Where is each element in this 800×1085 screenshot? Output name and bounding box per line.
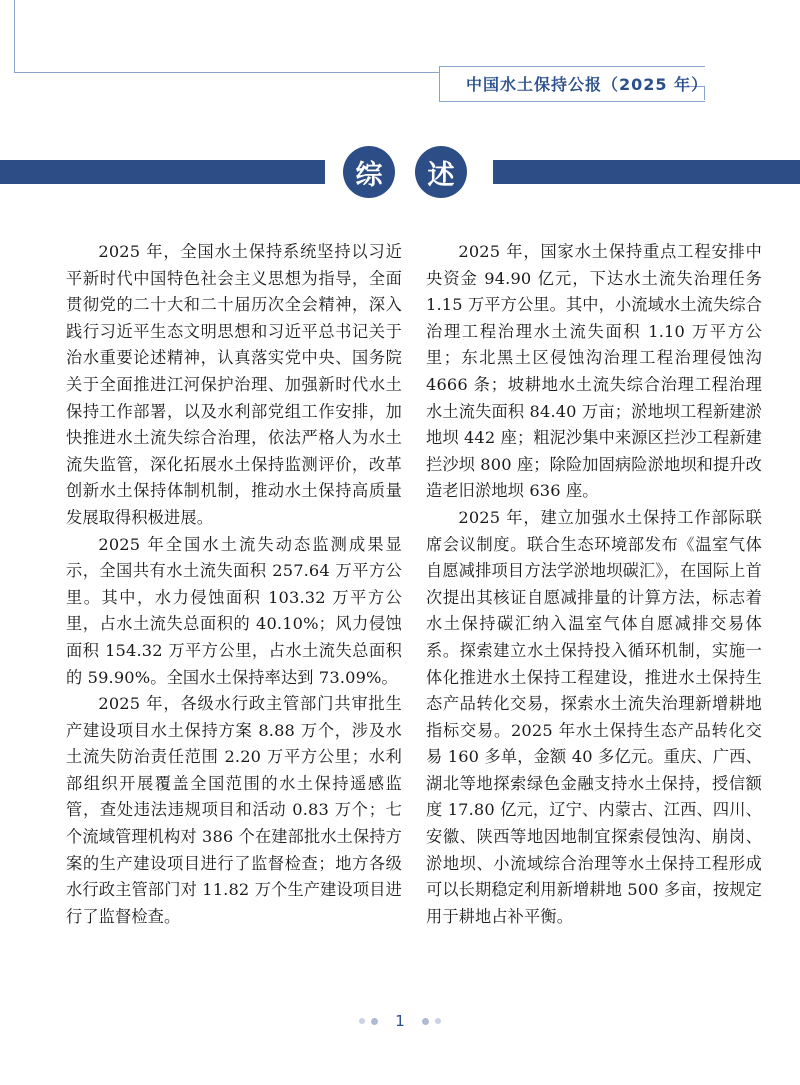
header-rule-vertical bbox=[14, 0, 15, 72]
section-band-right bbox=[493, 160, 800, 184]
paragraph: 2025 年全国水土流失动态监测成果显示，全国共有水土流失面积 257.64 万平方公里。其中，水力侵蚀面积 103.32 万平方公里，占水土流失总面积的 40.10%；风力侵蚀面积 154.32 万平方公里，占水土流失总面积的 59.90%。全国水土保持率达到 73.09%。 bbox=[66, 534, 402, 687]
paragraph: 2025 年，全国水土保持系统坚持以习近平新时代中国特色社会主义思想为指导，全面贯彻党的二十大和二十届历次全会精神，深入践行习近平生态文明思想和习近平总书记关于治水重要论述精神，认真落实党中央、国务院关于全面推进江河保护治理、加强新时代水土保持工作部署，以及水利部党组工作安排，加快推进水土流失综合治理，依法严格人为水土流失监管，深化拓展水土保持监测评价，改革创新水土保持体制机制，推动水土保持高质量发展取得积极进展。 bbox=[66, 242, 402, 527]
paragraph: 2025 年，国家水土保持重点工程安排中央资金 94.90 亿元，下达水土流失治理任务 1.15 万平方公里。其中，小流域水土流失综合治理工程治理水土流失面积 1.10 万平方公里；东北黑土区侵蚀沟治理工程治理侵蚀沟 4666 条；坡耕地水土流失综合治理工程治理水土流失面积 84.40 万亩；淤地坝工程新建淤地坝 442 座；粗泥沙集中来源区拦沙工程新建拦沙坝 800 座；除险加固病险淤地坝和提升改造老旧淤地坝 636 座。 bbox=[426, 242, 763, 501]
left-column bbox=[66, 239, 402, 930]
right-column bbox=[426, 239, 762, 930]
footer-dot-icon bbox=[371, 1018, 378, 1025]
publication-title: 中国水土保持公报（2025 年） bbox=[466, 75, 709, 94]
page-footer bbox=[0, 1012, 800, 1030]
section-title-char-2: 述 bbox=[415, 146, 467, 198]
section-title-char-1: 综 bbox=[343, 146, 395, 198]
footer-dot-icon bbox=[359, 1018, 365, 1024]
page-number: 1 bbox=[395, 1012, 405, 1030]
paragraph: 2025 年，建立加强水土保持工作部际联席会议制度。联合生态环境部发布《温室气体自愿减排项目方法学淤地坝碳汇》，在国际上首次提出其核证自愿减排量的计算方法，标志着水土保持碳汇纳入温室气体自愿减排交易体系。探索建立水土保持投入循环机制，实施一体化推进水土保持工程建设，推进水土保持生态产品转化交易，探索水土流失治理新增耕地指标交易。2025 年水土保持生态产品转化交易 160 多单，金额 40 多亿元。重庆、广西、湖北等地探索绿色金融支持水土保持，授信额度 17.80 亿元，辽宁、内蒙古、江西、四川、安徽、陕西等地因地制宜探索侵蚀沟、崩岗、淤地坝、小流域综合治理等水土保持工程形成可以长期稳定利用新增耕地 500 多亩，按规定用于耕地占补平衡。 bbox=[426, 507, 763, 926]
header-rule bbox=[14, 72, 439, 73]
footer-dot-icon bbox=[422, 1018, 429, 1025]
section-band-left bbox=[0, 160, 325, 184]
paragraph: 2025 年，各级水行政主管部门共审批生产建设项目水土保持方案 8.88 万个，涉及水土流失防治责任范围 2.20 万平方公里；水利部组织开展覆盖全国范围的水土保持遥感监管，查处违法违规项目和活动 0.83 万个；七个流域管理机构对 386 个在建部批水土保持方案的生产建设项目进行了监督检查；地方各级水行政主管部门对 11.82 万个生产建设项目进行了监督检查。 bbox=[66, 694, 403, 926]
footer-dot-icon bbox=[435, 1018, 441, 1024]
